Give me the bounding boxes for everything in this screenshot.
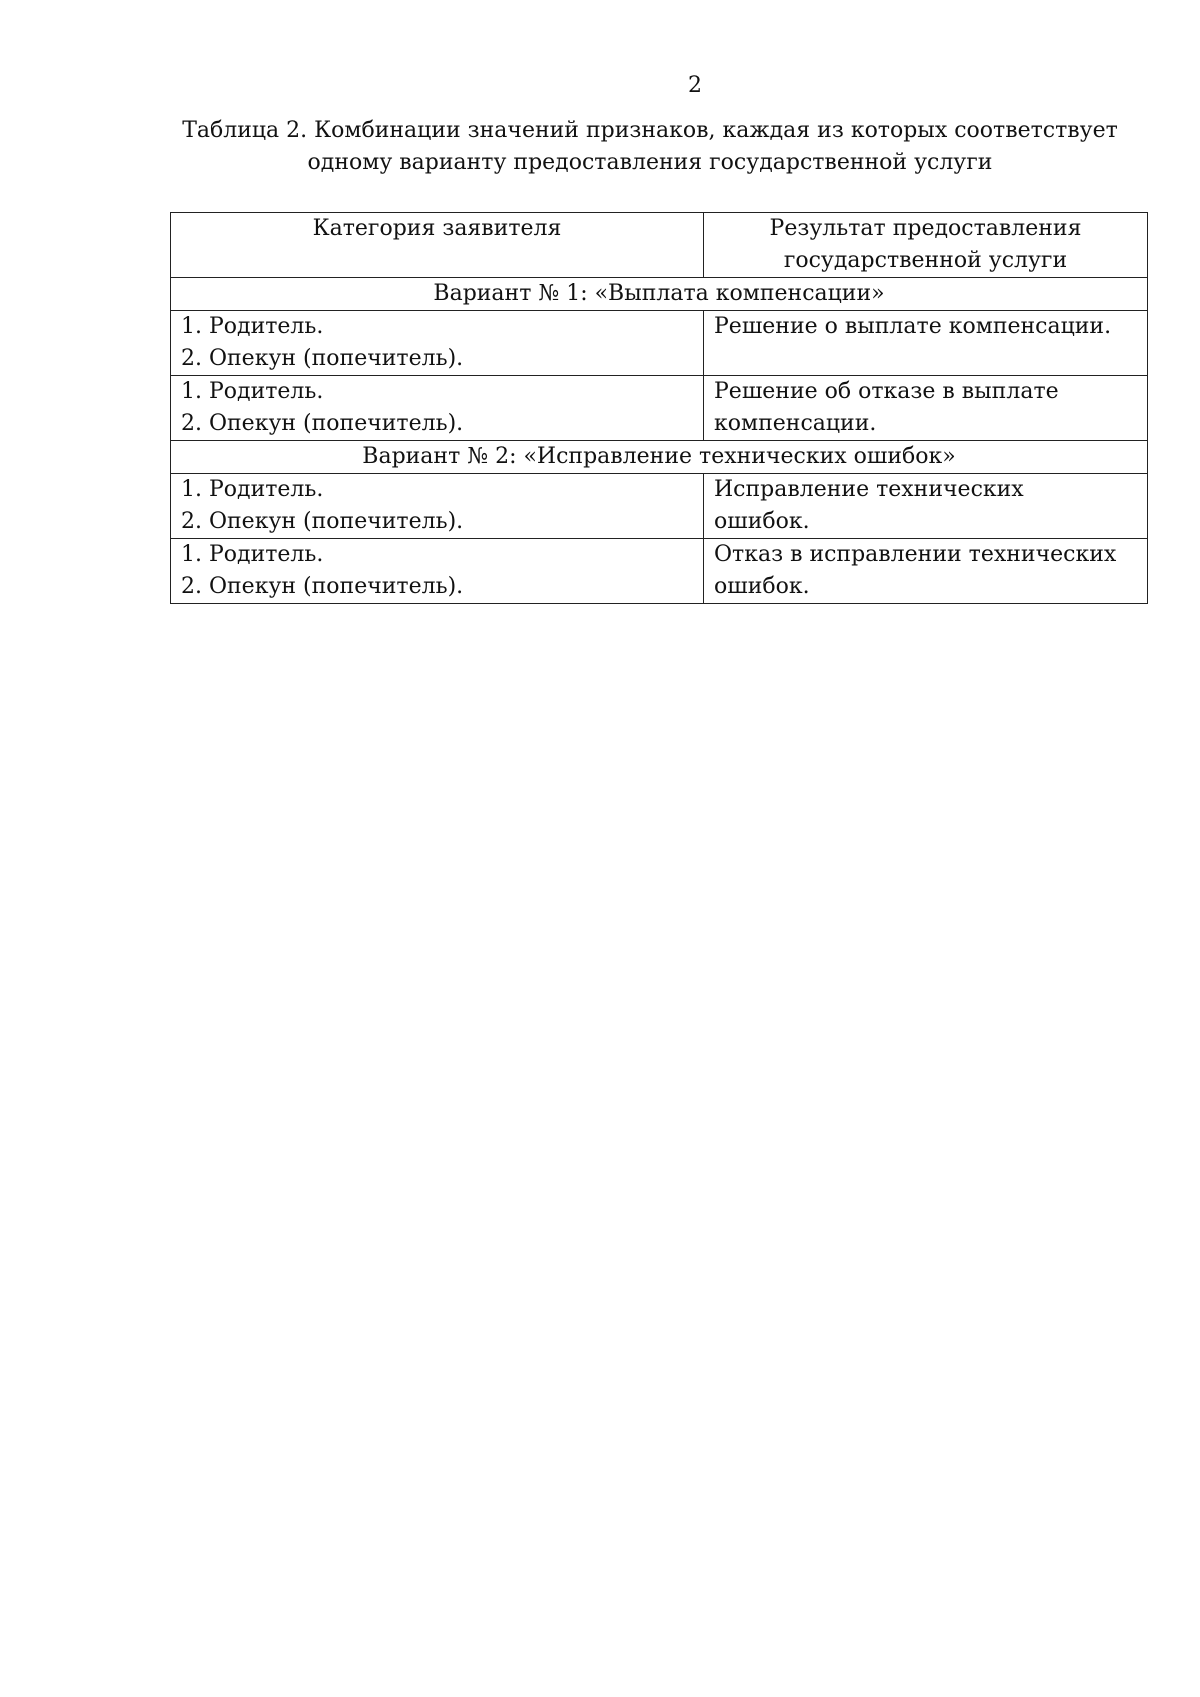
result-cell bbox=[704, 311, 1148, 376]
result-line: Решение об отказе в выплате bbox=[714, 379, 1059, 404]
result-cell bbox=[704, 539, 1148, 604]
category-cell bbox=[171, 474, 704, 539]
result-line: Отказ в исправлении технических bbox=[714, 542, 1117, 567]
result-cell bbox=[704, 474, 1148, 539]
caption-line: Таблица 2. Комбинации значений признаков, каждая из которых соответствует bbox=[182, 118, 1118, 143]
category-line: 2. Опекун (попечитель). bbox=[181, 411, 464, 436]
result-line: ошибок. bbox=[714, 509, 810, 534]
table-row bbox=[171, 311, 1148, 376]
variant-row bbox=[171, 278, 1148, 311]
category-cell bbox=[171, 539, 704, 604]
header-result bbox=[704, 213, 1148, 278]
result-line: Исправление технических bbox=[714, 477, 1024, 502]
header-category: Категория заявителя bbox=[171, 213, 704, 278]
table-row bbox=[171, 539, 1148, 604]
category-line: 1. Родитель. bbox=[181, 477, 324, 502]
category-line: 1. Родитель. bbox=[181, 379, 324, 404]
category-line: 1. Родитель. bbox=[181, 542, 324, 567]
category-line: 1. Родитель. bbox=[181, 314, 324, 339]
table-caption bbox=[170, 115, 1130, 179]
result-line: компенсации. bbox=[714, 411, 877, 436]
caption-line: одному варианту предоставления государственной услуги bbox=[307, 150, 993, 175]
page-number: 2 bbox=[688, 73, 702, 98]
table-header-row bbox=[171, 213, 1148, 278]
result-line: ошибок. bbox=[714, 574, 810, 599]
table-row bbox=[171, 376, 1148, 441]
variant-title: Вариант № 2: «Исправление технических ошибок» bbox=[171, 441, 1148, 474]
category-cell bbox=[171, 376, 704, 441]
variants-table bbox=[170, 212, 1148, 604]
category-line: 2. Опекун (попечитель). bbox=[181, 574, 464, 599]
result-cell bbox=[704, 376, 1148, 441]
result-line: Решение о выплате компенсации. bbox=[714, 314, 1112, 339]
category-line: 2. Опекун (попечитель). bbox=[181, 509, 464, 534]
header-result-line: государственной услуги bbox=[783, 248, 1068, 273]
variant-title: Вариант № 1: «Выплата компенсации» bbox=[171, 278, 1148, 311]
category-line: 2. Опекун (попечитель). bbox=[181, 346, 464, 371]
table-row bbox=[171, 474, 1148, 539]
header-result-line: Результат предоставления bbox=[769, 216, 1082, 241]
variant-row bbox=[171, 441, 1148, 474]
category-cell bbox=[171, 311, 704, 376]
